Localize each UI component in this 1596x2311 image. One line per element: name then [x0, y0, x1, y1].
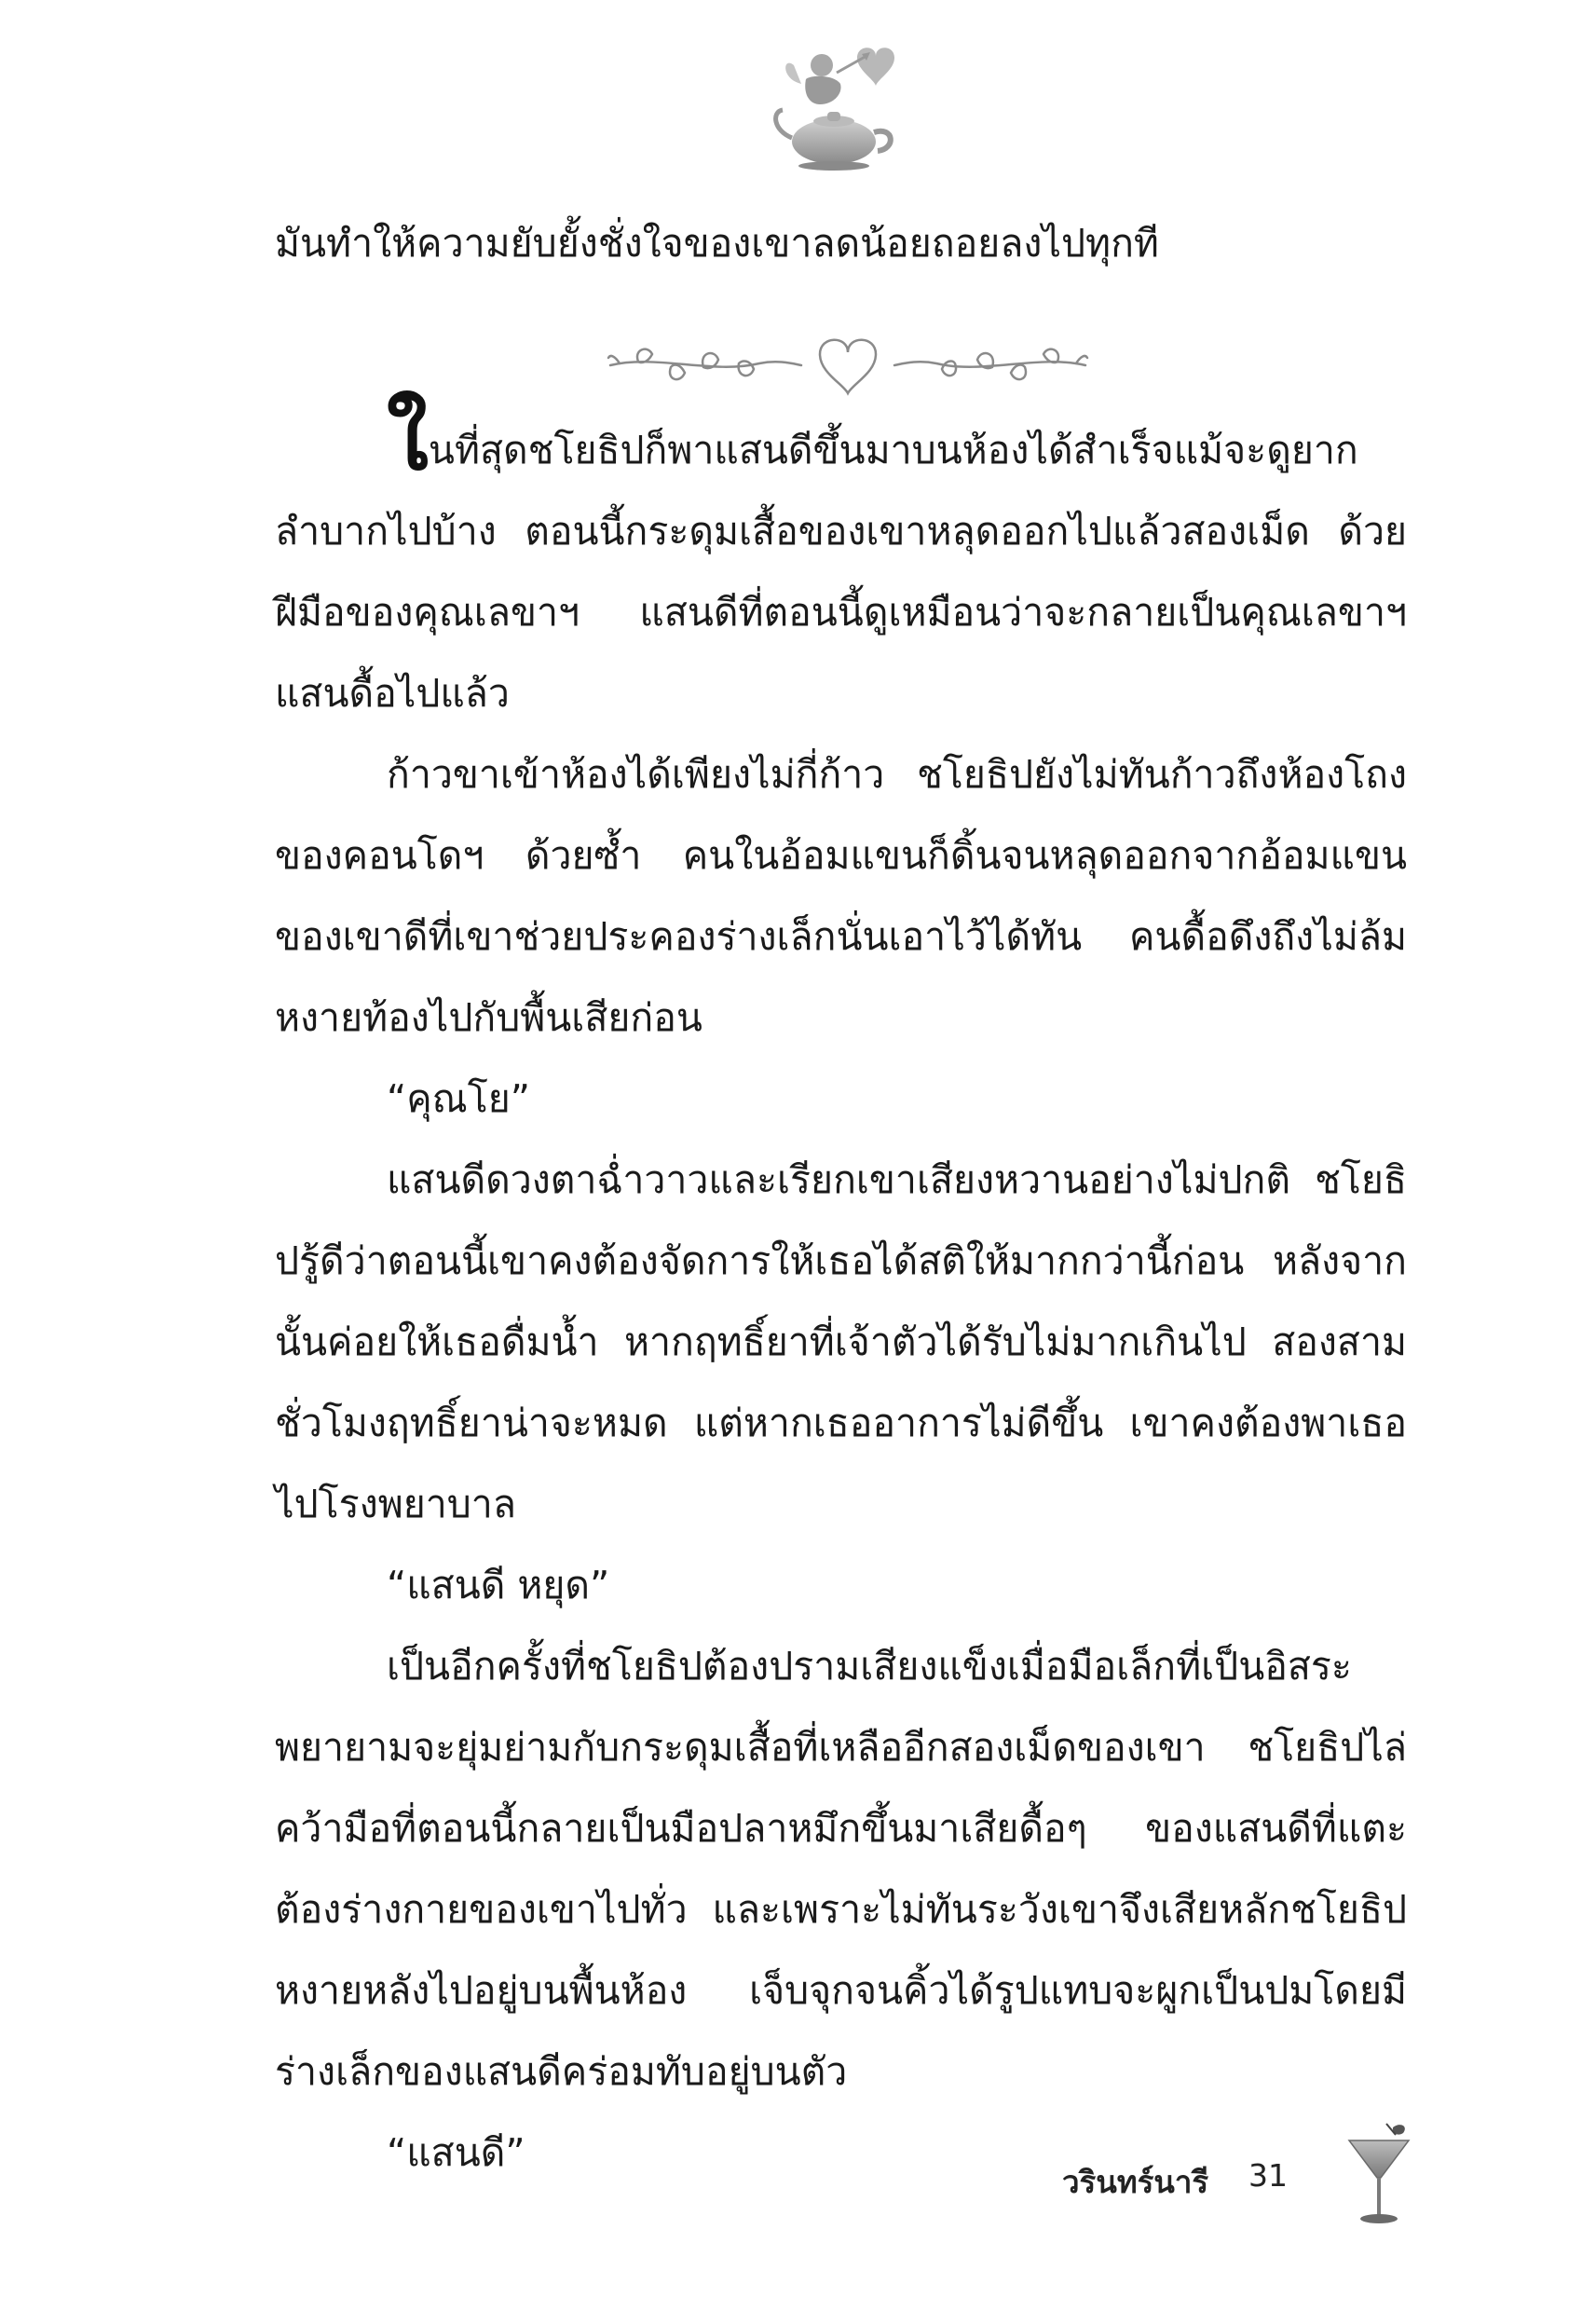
paragraph: แสนดีดวงตาฉ่ำวาวและเรียกเขาเสียงหวานอย่างไม่ปกติ ชโยธิปรู้ดีว่าตอนนี้เขาคงต้องจัดการให้เธอได้สติให้มากกว่านี้ก่อน หลังจากนั้นค่อยให้เธอดื่มน้ำ หากฤทธิ์ยาที่เจ้าตัวได้รับไม่มากเกินไป สองสามชั่วโมงฤทธิ์ยาน่าจะหมด แต่หากเธออาการไม่ดีขึ้น เขาคงต้องพาเธอไปโรงพยาบาล	[275, 1157, 1407, 1526]
footer-author: วรินทร์นารี	[1062, 2164, 1209, 2200]
lead-paragraph	[275, 389, 1407, 734]
lead-paragraph-text: นที่สุดชโยธิปก็พาแสนดีขึ้นมาบนห้องได้สำเร็จแม้จะดูยากลำบากไปบ้าง ตอนนี้กระดุมเสื้อของเขาหลุดออกไปแล้วสองเม็ด ด้วยฝีมือของคุณเลขาฯ แสนดีที่ตอนนี้ดูเหมือนว่าจะกลายเป็นคุณเลขาฯ แสนดื้อไปแล้ว	[275, 428, 1407, 716]
drop-cap: ใ	[387, 389, 429, 489]
page-number: 31	[1248, 2157, 1288, 2194]
paragraph: ก้าวขาเข้าห้องได้เพียงไม่กี่ก้าว ชโยธิปยังไม่ทันก้าวถึงห้องโถงของคอนโดฯ ด้วยซ้ำ คนในอ้อมแขนก็ดิ้นจนหลุดออกจากอ้อมแขนของเขาดีที่เขาช่วยประคองร่างเล็กนั่นเอาไว้ได้ทัน คนดื้อดึงถึงไม่ล้มหงายท้องไปกับพื้นเสียก่อน	[275, 752, 1407, 1040]
cocktail-glass-icon	[1342, 2120, 1416, 2232]
dialogue-line: “แสนดี”	[387, 2130, 525, 2175]
paragraph: เป็นอีกครั้งที่ชโยธิปต้องปรามเสียงแข็งเมื่อมือเล็กที่เป็นอิสระพยายามจะยุ่มย่ามกับกระดุมเสื้อที่เหลืออีกสองเม็ดของเขา ชโยธิปไล่คว้ามือที่ตอนนี้กลายเป็นมือปลาหมึกขึ้นมาเสียดื้อๆ ของแสนดีที่แตะต้องร่างกายของเขาไปทั่ว และเพราะไม่ทันระวังเขาจึงเสียหลักชโยธิปหงายหลังไปอยู่บนพื้นห้อง เจ็บจุกจนคิ้วได้รูปแทบจะผูกเป็นปมโดยมีร่างเล็กของแสนดีคร่อมทับอยู่บนตัว	[275, 1644, 1407, 2094]
cupid-teapot-ornament-icon	[755, 37, 913, 177]
carryover-line: มันทำให้ความยับยั้งชั่งใจของเขาลดน้อยถอยลงไปทุกที	[275, 221, 1159, 266]
body-text	[275, 389, 1407, 2194]
dialogue-line: “คุณโย”	[387, 1076, 530, 1121]
page-footer	[1062, 2120, 1416, 2232]
heart-vine-divider-icon	[601, 326, 1095, 401]
dialogue-line: “แสนดี หยุด”	[387, 1563, 610, 1607]
